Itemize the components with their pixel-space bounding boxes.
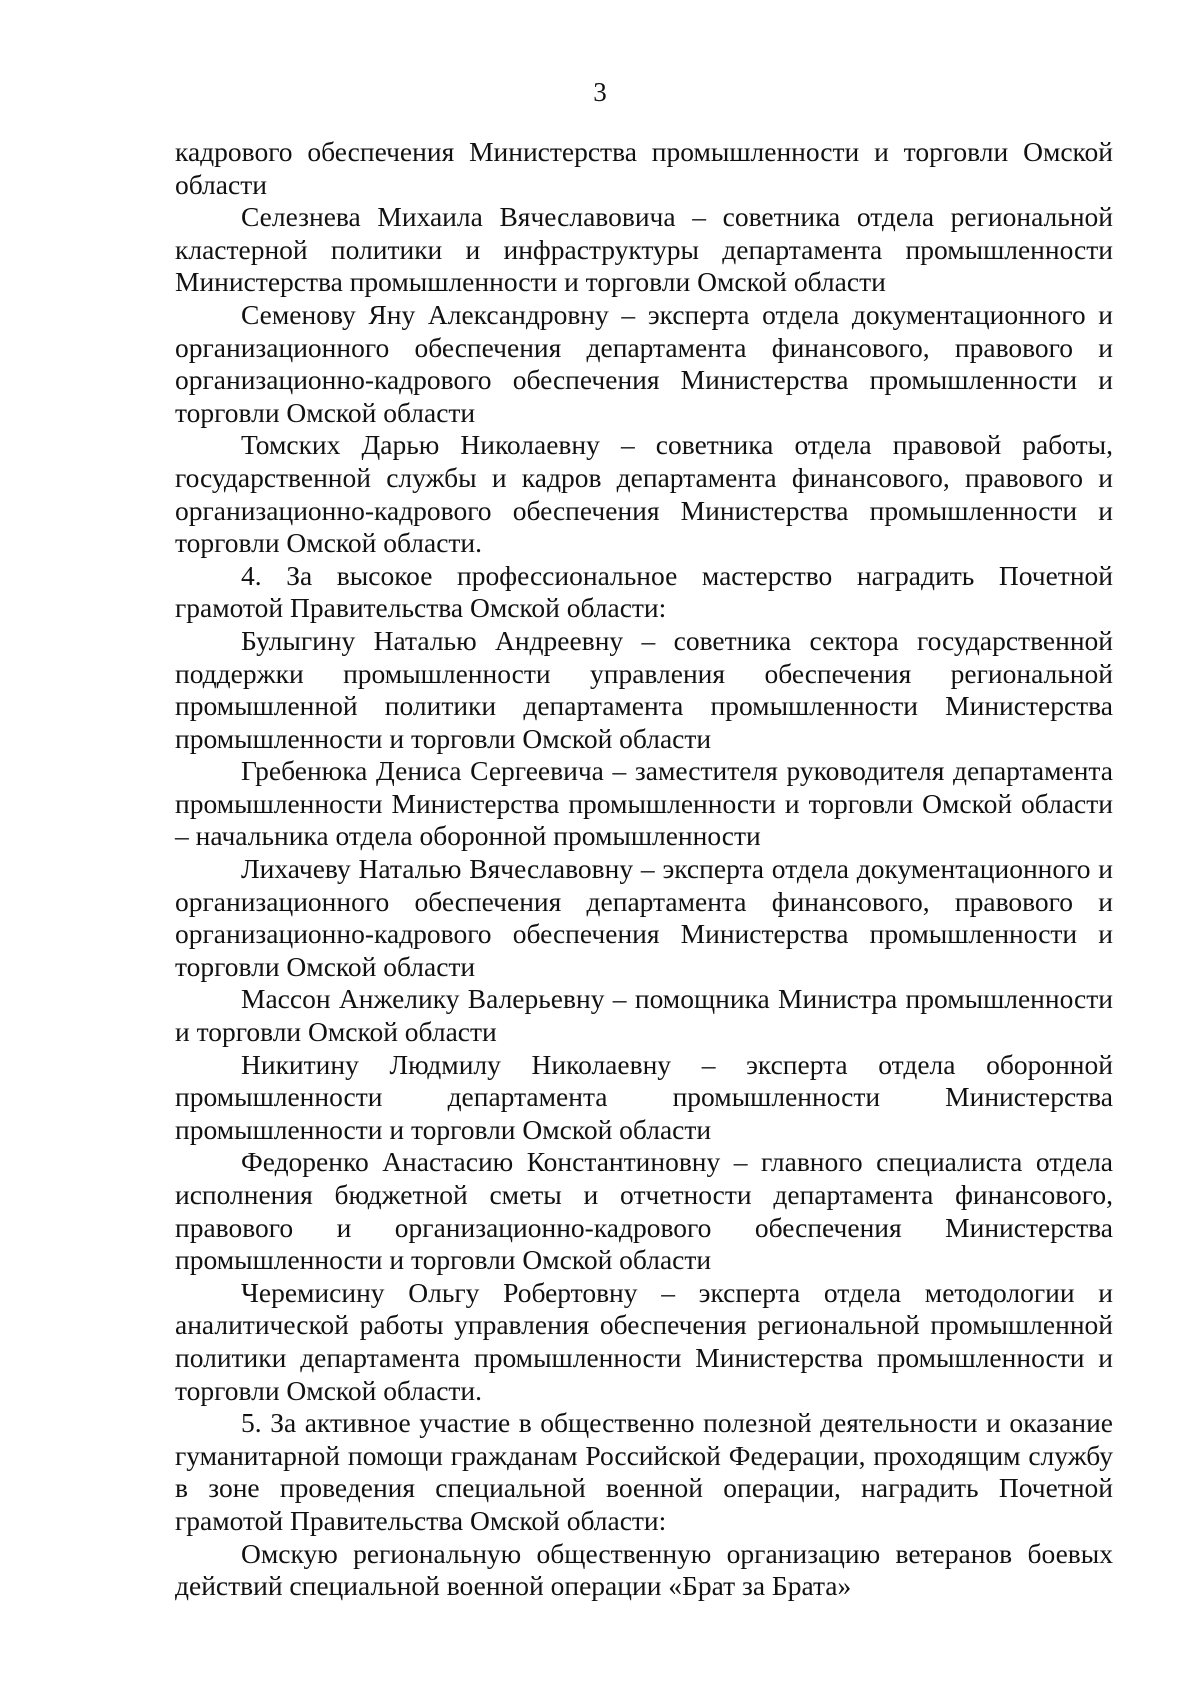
paragraph-item-5: 5. За активное участие в общественно полезной деятельности и оказание гуманитарной помощи гражданам Российской Федерации, проходящим службу в зоне проведения специальной военной операции, наградить Почетной грамотой Правительства Омской области: <box>175 1407 1113 1536</box>
paragraph-likhacheva: Лихачеву Наталью Вячеславовну – эксперта отдела документационного и организационного обеспечения департамента финансового, правового и организационно-кадрового обеспечения Министерства промышленности и торговли Омской области <box>175 853 1113 982</box>
paragraph-seleznev: Селезнева Михаила Вячеславовича – советника отдела региональной кластерной политики и инфраструктуры департамента промышленности Министерства промышленности и торговли Омской области <box>175 201 1113 298</box>
paragraph-continuation: кадрового обеспечения Министерства промышленности и торговли Омской области <box>175 136 1113 200</box>
paragraph-masson: Массон Анжелику Валерьевну – помощника Министра промышленности и торговли Омской области <box>175 983 1113 1048</box>
paragraph-fedorenko: Федоренко Анастасию Константиновну – главного специалиста отдела исполнения бюджетной сметы и отчетности департамента финансового, правового и организационно-кадрового обеспечения Министерства промышленности и торговли Омской области <box>175 1146 1113 1276</box>
document-body <box>175 136 1113 1603</box>
paragraph-nikitina: Никитину Людмилу Николаевну – эксперта отдела оборонной промышленности департамента промышленности Министерства промышленности и торговли Омской области <box>175 1048 1113 1145</box>
paragraph-grebenyuk: Гребенюка Дениса Сергеевича – заместителя руководителя департамента промышленности Министерства промышленности и торговли Омской области – начальника отдела оборонной промышленности <box>175 755 1113 852</box>
paragraph-item-4: 4. За высокое профессиональное мастерство наградить Почетной грамотой Правительства Омской области: <box>175 559 1113 624</box>
paragraph-semenova: Семенову Яну Александровну – эксперта отдела документационного и организационного обеспечения департамента финансового, правового и организационно-кадрового обеспечения Министерства промышленности и торговли Омской области <box>175 298 1113 428</box>
paragraph-cheremisina: Черемисину Ольгу Робертовну – эксперта отдела методологии и аналитической работы управления обеспечения региональной промышленной политики департамента промышленности Министерства промышленности и торговли Омской области. <box>175 1276 1113 1406</box>
paragraph-tomskikh: Томских Дарью Николаевну – советника отдела правовой работы, государственной службы и кадров департамента финансового, правового и организационно-кадрового обеспечения Министерства промышленности и торговли Омской области. <box>175 429 1113 559</box>
paragraph-organization: Омскую региональную общественную организацию ветеранов боевых действий специальной военной операции «Брат за Брата» <box>175 1537 1113 1602</box>
paragraph-bulygina: Булыгину Наталью Андреевну – советника сектора государственной поддержки промышленности управления обеспечения региональной промышленной политики департамента промышленности Министерства промышленности и торговли Омской области <box>175 624 1113 754</box>
page-number: 3 <box>593 77 607 107</box>
